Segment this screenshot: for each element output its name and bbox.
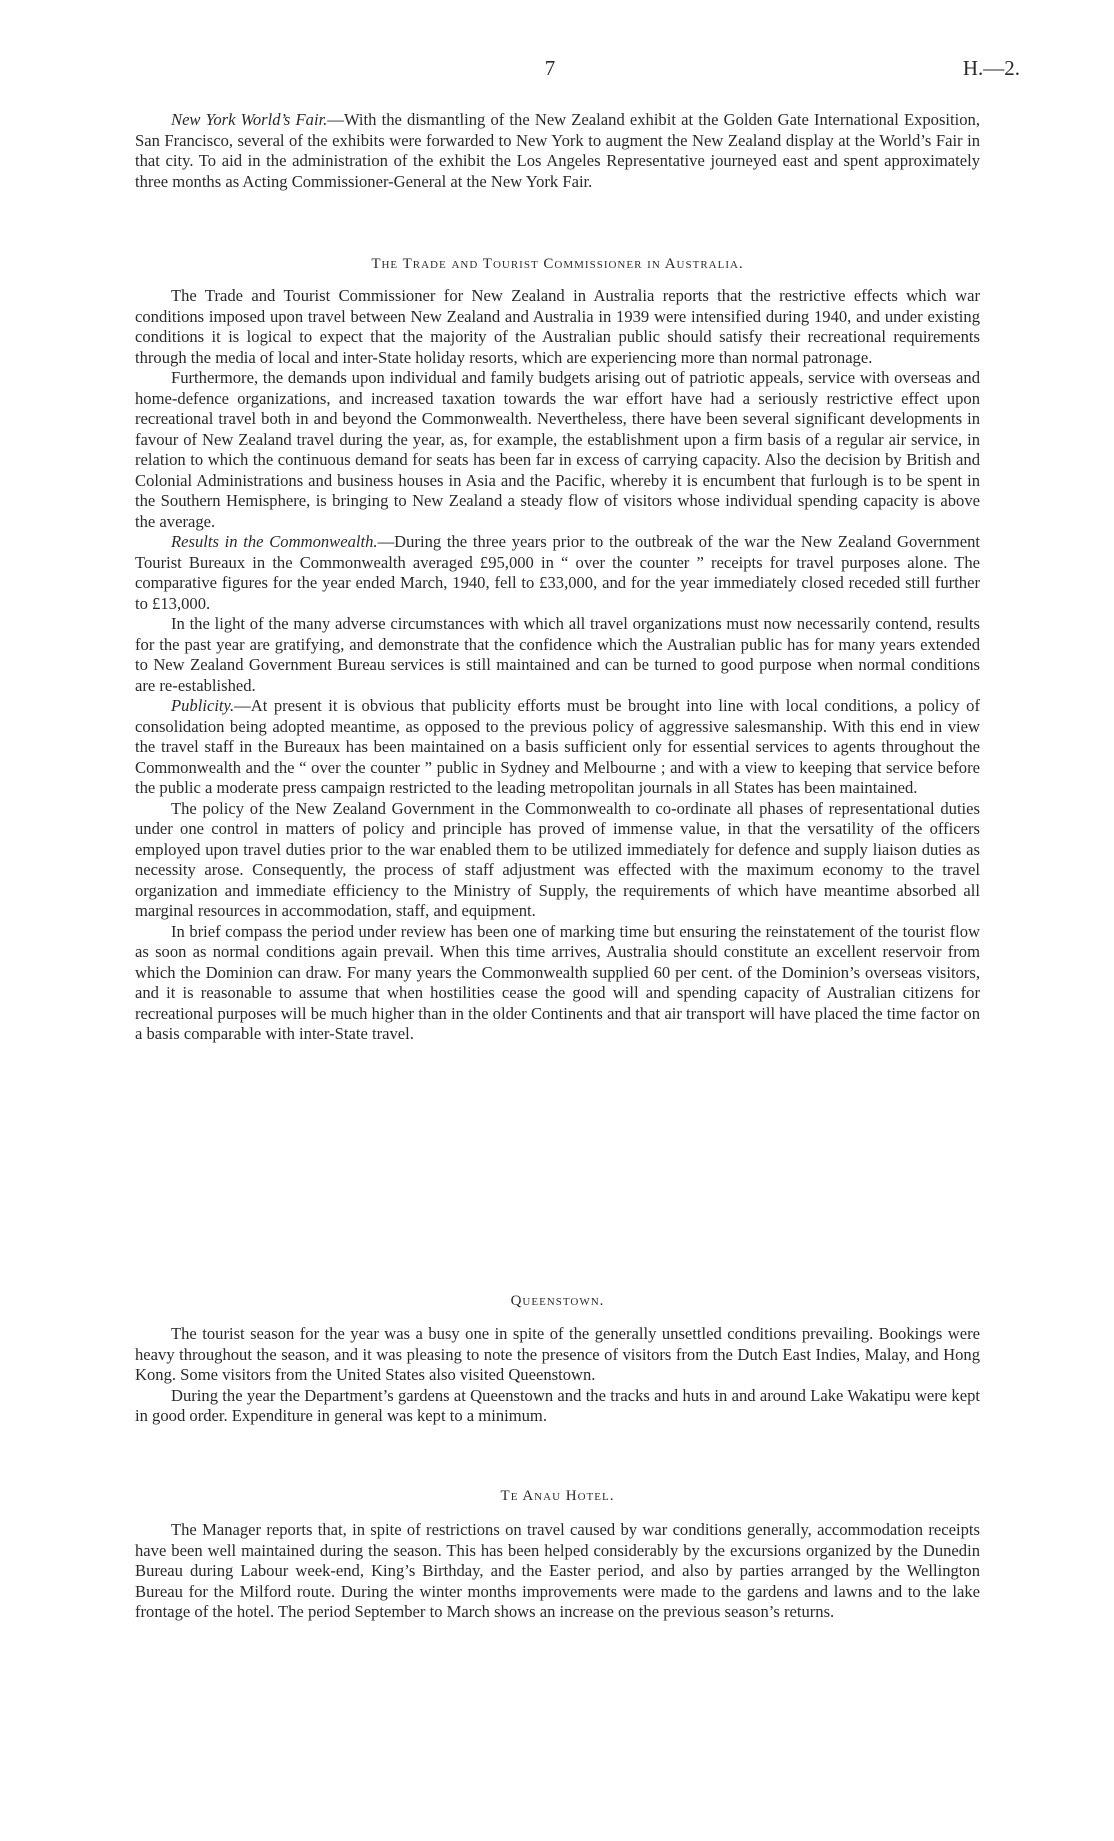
- paragraph-text: —With the dismantling of the New Zealand exhibit at the Golden Gate International Exposition, San Francisco, several of the exhibits were forwarded to New York to augment the New Zealand display at the World’s Fair in that city. To aid in the administration of the exhibit the Los Angeles Representative journeyed east and spent approximately three months as Acting Commissioner-General at the New York Fair.: [135, 110, 980, 191]
- paragraph: [135, 110, 980, 192]
- section-new-york: [135, 110, 980, 192]
- paragraph: The Manager reports that, in spite of restrictions on travel caused by war conditions generally, accommodation receipts have been well maintained during the season. This has been helped considerably by the excursions organized by the Dunedin Bureau during Labour week-end, King’s Birthday, and the Easter period, and also by parties arranged by the Wellington Bureau for the Milford route. During the winter months improvements were made to the gardens and lawns and to the lake frontage of the hotel. The period September to March shows an increase on the previous season’s returns.: [135, 1520, 980, 1621]
- section-te-anau: [135, 1520, 980, 1623]
- section-queenstown: [135, 1324, 980, 1427]
- run-in-heading: Results in the Commonwealth.: [171, 532, 378, 551]
- paragraph: In brief compass the period under review has been one of marking time but ensuring the reinstatement of the tourist flow as soon as normal conditions again prevail. When this time arrives, Australia should constitute an excellent reservoir from which the Dominion can draw. For many years the Commonwealth supplied 60 per cent. of the Dominion’s overseas visitors, and it is reasonable to assume that when hostilities cease the good will and spending capacity of Australian citizens for recreational purposes will be much higher than in the older Continents and that air transport will have placed the time factor on a basis comparable with inter-State travel.: [135, 921, 980, 1043]
- paragraph: [135, 696, 980, 799]
- heading-australia: The Trade and Tourist Commissioner in Australia.: [371, 256, 744, 272]
- paragraph: The Trade and Tourist Commissioner for New Zealand in Australia reports that the restrictive effects which war conditions imposed upon travel between New Zealand and Australia in 1939 were intensified during 1940, and under existing conditions it is logical to expect that the majority of the Australian public should satisfy their recreational requirements through the media of local and inter-State holiday resorts, which are experiencing more than normal patronage.: [135, 286, 980, 367]
- page-number: 7: [544, 56, 556, 80]
- heading-te-anau: Te Anau Hotel.: [500, 1488, 615, 1504]
- paragraph: The policy of the New Zealand Government in the Commonwealth to co-ordinate all phases of representational duties under one control in matters of policy and principle has proved of immense value, in that the versatility of the officers employed upon travel duties prior to the war enabled them to be utilized immediately for defence and supply liaison duties as necessity arose. Consequently, the process of staff adjustment was effected with the maximum economy to the travel organization and immediate efficiency to the Ministry of Supply, the requirements of which have meantime absorbed all marginal resources in accommodation, staff, and equipment.: [135, 798, 980, 920]
- paragraph: In the light of the many adverse circumstances with which all travel organizations must now necessarily contend, results for the past year are gratifying, and demonstrate that the confidence which the Australian public has for many years extended to New Zealand Government Bureau services is still maintained and can be turned to good purpose when normal conditions are re-established.: [135, 614, 980, 695]
- run-in-heading: New York World’s Fair.: [171, 110, 328, 129]
- document-reference: H.—2.: [962, 56, 1020, 80]
- paragraph: Furthermore, the demands upon individual and family budgets arising out of patriotic appeals, service with overseas and home-defence organizations, and increased taxation towards the war effort have had a seriously restrictive effect upon recreational travel both in and beyond the Commonwealth. Nevertheless, there have been several significant developments in favour of New Zealand travel during the year, as, for example, the establishment upon a firm basis of a regular air service, in relation to which the continuous demand for seats has been far in excess of carrying capacity. Also the decision by British and Colonial Administrations and business houses in Asia and the Pacific, whereby it is encumbent that furlough is to be spent in the Southern Hemisphere, is bringing to New Zealand a steady flow of visitors whose individual spending capacity is above the average.: [135, 368, 980, 531]
- paragraph: The tourist season for the year was a busy one in spite of the generally unsettled conditions prevailing. Bookings were heavy throughout the season, and it was pleasing to note the presence of visitors from the Dutch East Indies, Malay, and Hong Kong. Some visitors from the United States also visited Queenstown.: [135, 1324, 980, 1384]
- heading-queenstown: Queenstown.: [510, 1293, 605, 1309]
- paragraph: During the year the Department’s gardens at Queenstown and the tracks and huts in and around Lake Wakatipu were kept in good order. Expenditure in general was kept to a minimum.: [135, 1385, 980, 1425]
- run-in-heading: Publicity.: [171, 696, 235, 715]
- paragraph-text: —During the three years prior to the outbreak of the war the New Zealand Government Tourist Bureaux in the Commonwealth averaged £95,000 in “ over the counter ” receipts for travel purposes alone. The comparative figures for the year ended March, 1940, fell to £33,000, and for the year immediately closed receded still further to £13,000.: [135, 532, 980, 613]
- section-australia: [135, 286, 980, 1045]
- paragraph-text: —At present it is obvious that publicity efforts must be brought into line with local conditions, a policy of consolidation being adopted meantime, as opposed to the previous policy of aggressive salesmanship. With this end in view the travel staff in the Bureaux has been maintained on a basis sufficient only for essential services to agents throughout the Commonwealth and the “ over the counter ” public in Sydney and Melbourne ; and with a view to keeping that service before the public a moderate press campaign restricted to the leading metropolitan journals in all States has been maintained.: [135, 696, 980, 797]
- paragraph: [135, 532, 980, 614]
